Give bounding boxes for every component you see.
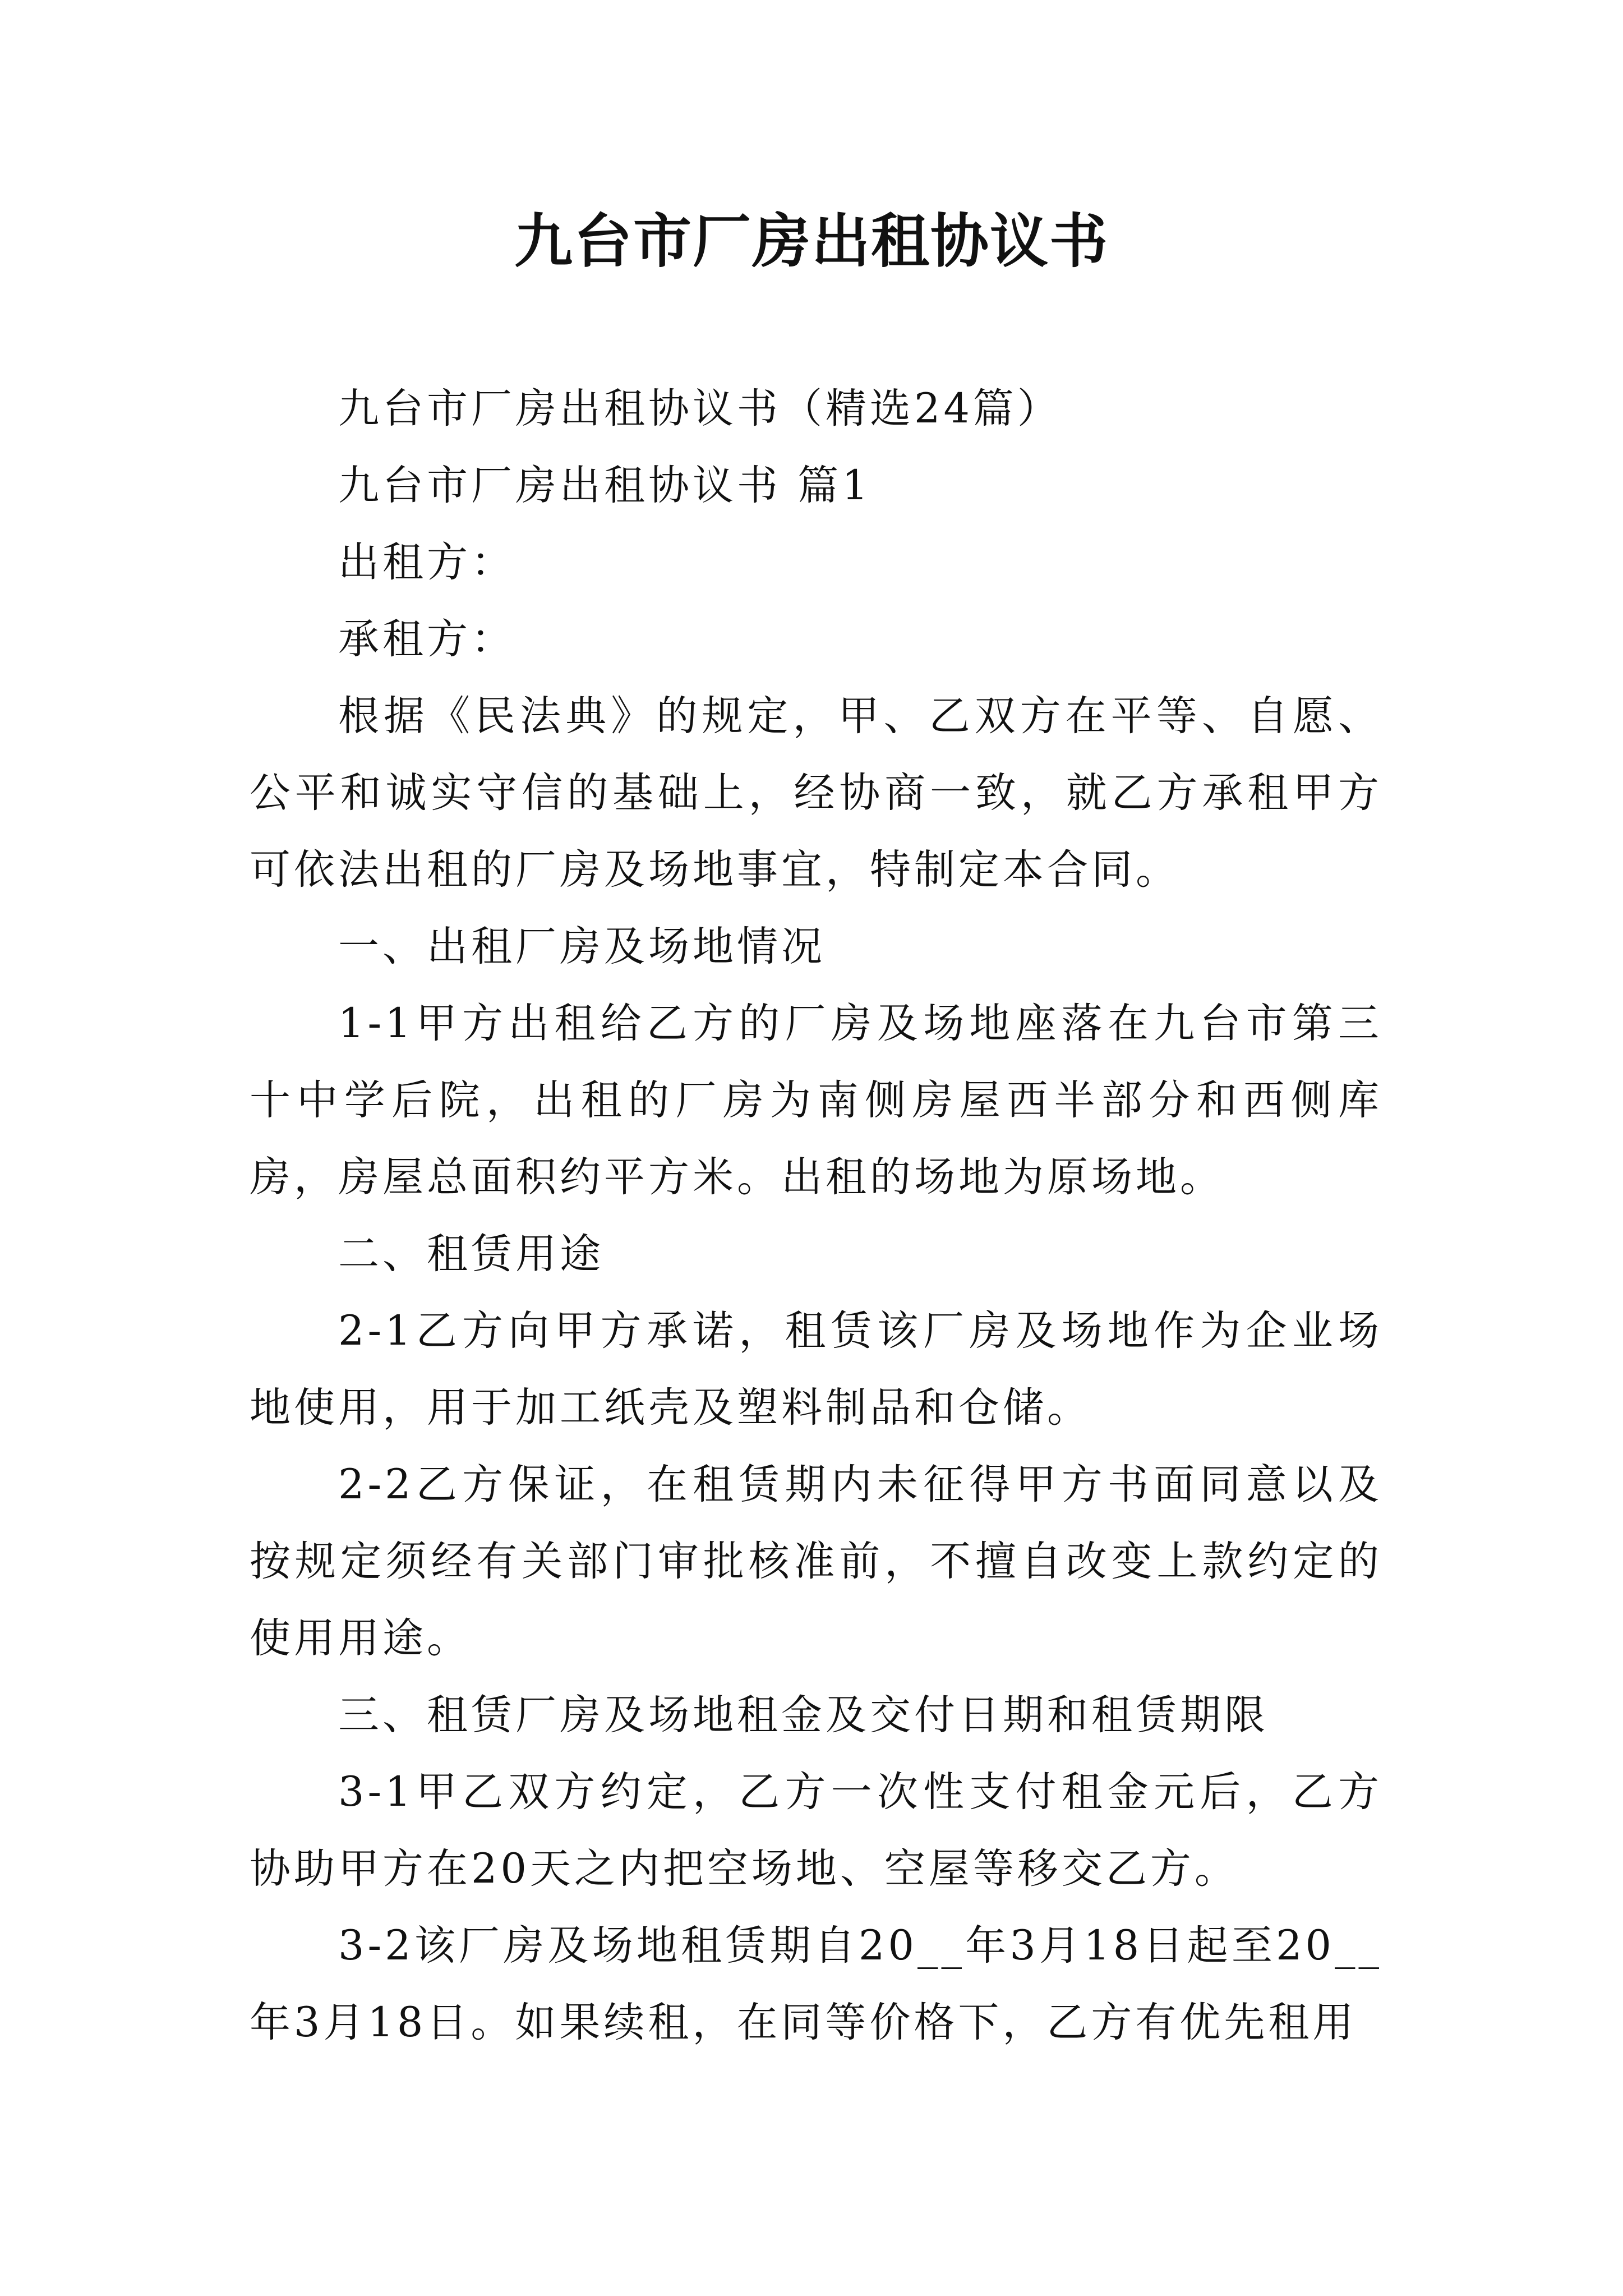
clause-2-1: 2-1乙方向甲方承诺，租赁该厂房及场地作为企业场地使用，用于加工纸壳及塑料制品和仓储。 [250, 1307, 1382, 1432]
document-title: 九台市厂房出租协议书 [514, 206, 1109, 275]
preamble-paragraph: 根据《民法典》的规定，甲、乙双方在平等、自愿、公平和诚实守信的基础上，经协商一致，就乙方承租甲方可依法出租的厂房及场地事宜，特制定本合同。 [250, 692, 1382, 894]
clause-heading-2: 二、租赁用途 [338, 1230, 604, 1278]
clause-2-2: 2-2乙方保证，在租赁期内未征得甲方书面同意以及按规定须经有关部门审批核准前，不擅自改变上款约定的使用用途。 [250, 1461, 1382, 1662]
clause-heading-1: 一、出租厂房及场地情况 [338, 923, 826, 970]
lessor-line: 出租方： [338, 539, 515, 586]
clause-3-2: 3-2该厂房及场地租赁期自20__年3月18日起至20__年3月18日。如果续租，在同等价格下，乙方有优先租用 [250, 1922, 1382, 2046]
section-heading-part-1: 九台市厂房出租协议书 篇1 [338, 462, 872, 509]
clause-3-1: 3-1甲乙双方约定，乙方一次性支付租金元后，乙方协助甲方在20天之内把空场地、空屋等移交乙方。 [250, 1768, 1382, 1893]
clause-heading-3: 三、租赁厂房及场地租金及交付日期和租赁期限 [338, 1691, 1269, 1739]
subtitle-collection: 九台市厂房出租协议书（精选24篇） [338, 385, 1062, 432]
clause-1-1: 1-1甲方出租给乙方的厂房及场地座落在九台市第三十中学后院，出租的厂房为南侧房屋西半部分和西侧库房，房屋总面积约平方米。出租的场地为原场地。 [250, 1000, 1382, 1201]
document-body [250, 370, 1382, 2061]
lessee-line: 承租方： [338, 615, 515, 663]
